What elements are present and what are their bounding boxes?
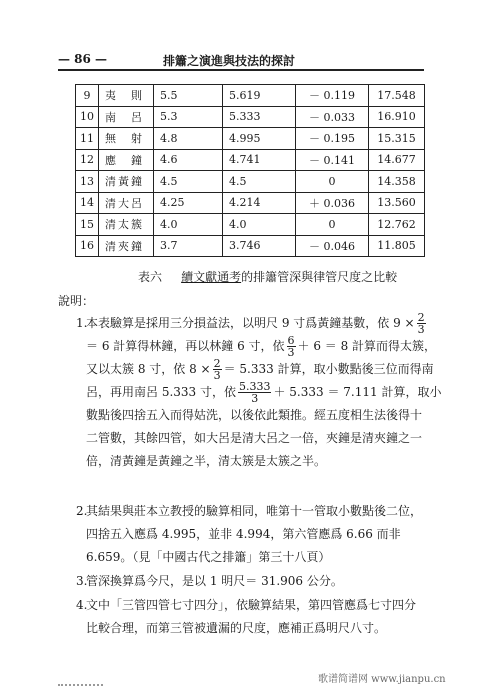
table-cell: 4.214 xyxy=(223,192,296,214)
table-cell: 0 xyxy=(296,214,369,236)
table-cell: 0 xyxy=(296,171,369,193)
table-cell: 12.762 xyxy=(369,214,425,236)
note-1-line-1: 本表驗算是採用三分損益法，以明尺 9 寸爲黃鐘基數，依 9 × xyxy=(86,316,415,330)
note-2-line-2: 四捨五入應爲 4.995，並非 4.994，第六管應爲 6.66 而非 xyxy=(86,527,401,541)
table-cell: 清黃鐘 xyxy=(99,171,154,193)
caption-source: 續文獻通考 xyxy=(181,270,242,284)
table-row xyxy=(76,106,425,128)
table-row xyxy=(76,171,425,193)
caption-title: 的排簫管深與律管尺度之比較 xyxy=(241,270,398,284)
table-cell: 4.8 xyxy=(154,128,223,150)
fraction-2-3: $\frac{2}{3}$ xyxy=(417,311,425,336)
table-cell: 4.995 xyxy=(223,128,296,150)
table-row xyxy=(76,214,425,236)
table-cell: 4.25 xyxy=(154,192,223,214)
table-cell: 應 鐘 xyxy=(99,149,154,171)
table-row xyxy=(76,149,425,171)
table-cell: 16 xyxy=(76,235,99,257)
table-cell: 清太簇 xyxy=(99,214,154,236)
page-header xyxy=(58,52,438,68)
table-row xyxy=(76,192,425,214)
table-cell: 11 xyxy=(76,128,99,150)
table-cell: 13 xyxy=(76,171,99,193)
table-cell: 3.746 xyxy=(223,235,296,257)
table-cell: 15.315 xyxy=(369,128,425,150)
table-cell: － 0.046 xyxy=(296,235,369,257)
table-cell: 5.3 xyxy=(154,106,223,128)
explanation-label: 說明： xyxy=(58,294,95,308)
note-1-line-5: 數點後四捨五入而得姑洗，以後依此類推。經五度相生法後得十 xyxy=(86,408,423,422)
note-2-line-3: 6.659。（見「中國古代之排簫」第三十八頁） xyxy=(86,550,331,564)
table-cell: 3.7 xyxy=(154,235,223,257)
table-cell: 11.805 xyxy=(369,235,425,257)
caption-label: 表六 xyxy=(138,270,163,284)
table-cell: 無 射 xyxy=(99,128,154,150)
table-row xyxy=(76,128,425,150)
running-title: 排簫之演進與技法的探討 xyxy=(163,54,296,68)
table-cell: － 0.141 xyxy=(296,149,369,171)
table-row xyxy=(76,85,425,107)
table-cell: 13.560 xyxy=(369,192,425,214)
table-cell: 9 xyxy=(76,85,99,107)
fraction-5333-3: $\frac{5.333}{3}$ xyxy=(238,380,271,405)
note-2 xyxy=(76,500,442,569)
note-4-number: 4. xyxy=(76,598,88,612)
table-cell: 4.5 xyxy=(223,171,296,193)
table-cell: 14 xyxy=(76,192,99,214)
table-cell: 14.677 xyxy=(369,149,425,171)
table-row xyxy=(76,235,425,257)
note-4-line-2: 比較合理，而第三管被遺漏的尺度，應補正爲明尺八寸。 xyxy=(86,621,387,635)
table-cell: 12 xyxy=(76,149,99,171)
table-cell: 南 呂 xyxy=(99,106,154,128)
table-cell: 15 xyxy=(76,214,99,236)
table-caption xyxy=(138,268,397,285)
note-2-number: 2. xyxy=(76,504,88,518)
table-cell: － 0.195 xyxy=(296,128,369,150)
note-1-line-2: ＝ 6 計算得林鐘，再以林鐘 6 寸，依 xyxy=(86,339,285,353)
table-cell: 清夾鐘 xyxy=(99,235,154,257)
table-cell: 5.5 xyxy=(154,85,223,107)
note-3-number: 3. xyxy=(76,574,88,588)
note-1-line-6: 二管數，其餘四管，如大呂是清大呂之一倍，夾鐘是清夾鐘之一 xyxy=(86,431,423,445)
fraction-6-3: $\frac{6}{3}$ xyxy=(287,334,295,359)
table-cell: 4.0 xyxy=(223,214,296,236)
pipe-depth-table xyxy=(75,84,425,257)
table-cell: 4.0 xyxy=(154,214,223,236)
note-4-line-1: 文中「三管四管七寸四分」，依驗算結果，第四管應爲七寸四分 xyxy=(86,598,417,612)
note-3-line-1: 管深換算爲今尺，是以 1 明尺＝ 31.906 公分。 xyxy=(86,574,343,588)
bottom-ticks xyxy=(58,680,103,686)
table-cell: 4.6 xyxy=(154,149,223,171)
fraction-2-3b: $\frac{2}{3}$ xyxy=(213,357,221,382)
table-cell: 17.548 xyxy=(369,85,425,107)
note-1: 1. 本表驗算是採用三分損益法，以明尺 9 寸爲黃鐘基數，依 9 × $\frac{2}{3}$ ＝ 6 計算得林鐘，再以林鐘 6 寸，依 $\frac{6}{3}$ ＋ 6 ＝ 8 計算而得太簇， 又以太簇 8 寸，依 8 × $\frac{2}{3}$ ＝ 5.333 計算，取小數點後三位而得南 呂，再用南呂 5.333 寸，依 $\frac{5.333}{3}$ ＋ 5.333 ＝ 7.111 計算，取小 數點後四捨五入而得姑洗，以後依此類推。經五度相生法後得十 二管數，其餘四管，如大呂是清大呂之一倍，夾鐘是清夾鐘之一 倍，清黃鐘是黃鐘之半，清太簇是太簇之半。 xyxy=(86,312,442,473)
note-1-line-4: 呂，再用南呂 5.333 寸，依 xyxy=(86,385,236,399)
note-4 xyxy=(76,594,442,640)
table-cell: 4.741 xyxy=(223,149,296,171)
table-cell: 5.333 xyxy=(223,106,296,128)
table-cell: － 0.033 xyxy=(296,106,369,128)
table-cell: 16.910 xyxy=(369,106,425,128)
note-1-line-3: 又以太簇 8 寸，依 8 × xyxy=(86,362,211,376)
note-1-line-7: 倍，清黃鐘是黃鐘之半，清太簇是太簇之半。 xyxy=(86,454,327,468)
note-2-line-1: 其結果與莊本立教授的驗算相同，唯第十一管取小數點後二位， xyxy=(86,504,423,518)
table-cell: 清大呂 xyxy=(99,192,154,214)
watermark: 歌谱简谱网 www.jianpu.cn xyxy=(318,674,446,685)
header-rule xyxy=(58,69,424,71)
table-cell: 10 xyxy=(76,106,99,128)
note-1-number: 1. xyxy=(76,316,88,330)
table-cell: 5.619 xyxy=(223,85,296,107)
table-cell: ＋ 0.036 xyxy=(296,192,369,214)
table-cell: 4.5 xyxy=(154,171,223,193)
page-number: — 86 — xyxy=(58,52,108,66)
table-cell: － 0.119 xyxy=(296,85,369,107)
table-cell: 14.358 xyxy=(369,171,425,193)
note-3 xyxy=(76,570,442,593)
table-cell: 夷 則 xyxy=(99,85,154,107)
